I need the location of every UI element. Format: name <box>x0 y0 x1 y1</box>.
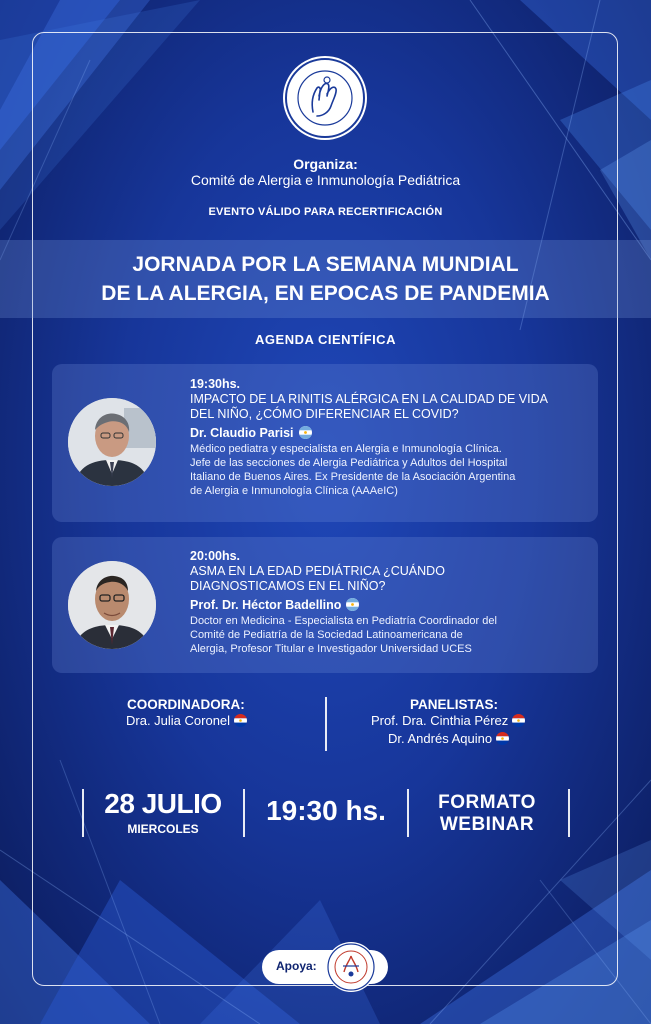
speaker-bio-line: Comité de Pediatría de la Sociedad Latinoamericana de <box>190 629 463 641</box>
panelists-label: PANELISTAS: <box>410 697 499 712</box>
speaker-photo <box>68 561 156 649</box>
panelist <box>388 731 509 746</box>
event-format-line-1: FORMATO <box>438 792 536 813</box>
info-divider <box>568 789 570 837</box>
talk-topic-line: DIAGNOSTICAMOS EN EL NIÑO? <box>190 578 386 593</box>
speaker-bio-line: Alergia, Profesor Titular e Investigador Universidad UCES <box>190 643 472 655</box>
event-format-line-2: WEBINAR <box>439 814 535 835</box>
society-logo <box>283 56 367 140</box>
info-divider <box>243 789 245 837</box>
speaker-bio-line: Italiano de Buenos Aires. Ex Presidente de la Asociación Argentina <box>190 471 516 483</box>
paraguay-flag-icon <box>512 714 525 727</box>
info-divider <box>407 789 409 837</box>
talk-time: 19:30hs. <box>190 377 241 391</box>
speaker-bio-line: Doctor en Medicina - Especialista en Pediatría Coordinador del <box>190 615 497 627</box>
talk-topic-line: IMPACTO DE LA RINITIS ALÉRGICA EN LA CALIDAD DE VIDA <box>190 391 548 406</box>
agenda-heading: AGENDA CIENTÍFICA <box>255 332 396 347</box>
recertification-note: EVENTO VÁLIDO PARA RECERTIFICACIÓN <box>208 206 443 218</box>
panelist-name: Dr. Andrés Aquino <box>388 731 493 746</box>
organizer-label: Organiza: <box>293 156 358 172</box>
speaker-name: Dr. Claudio Parisi <box>190 425 294 440</box>
coordinator-name: Dra. Julia Coronel <box>126 713 231 728</box>
coordinator-label: COORDINADORA: <box>127 697 245 712</box>
organizer-name: Comité de Alergia e Inmunología Pediátrica <box>190 172 461 188</box>
event-date: 28 JULIO <box>104 788 222 819</box>
supporter-seal-icon <box>326 942 376 992</box>
panelist-name: Prof. Dra. Cinthia Pérez <box>371 713 509 728</box>
event-title-line-1: JORNADA POR LA SEMANA MUNDIAL <box>132 253 519 276</box>
title-band <box>0 240 651 318</box>
talk-time: 20:00hs. <box>190 549 241 563</box>
hands-logo-icon <box>283 56 367 140</box>
paraguay-flag-icon <box>496 732 509 745</box>
speaker-bio-line: de Alergia e Inmunología Clínica (AAAeIC) <box>190 485 398 497</box>
talk-topic-line: DEL NIÑO, ¿CÓMO DIFERENCIAR EL COVID? <box>190 406 459 421</box>
event-time: 19:30 hs. <box>266 795 386 826</box>
talk-card <box>52 537 598 673</box>
info-divider <box>82 789 84 837</box>
event-weekday: MIERCOLES <box>127 822 199 836</box>
argentina-flag-icon <box>299 426 312 439</box>
panelist <box>371 713 525 728</box>
event-title-line-2: DE LA ALERGIA, EN EPOCAS DE PANDEMIA <box>101 282 550 305</box>
speaker-bio-line: Médico pediatra y especialista en Alergia e Inmunología Clínica. <box>190 443 502 455</box>
support-label: Apoya: <box>276 959 317 973</box>
talk-card <box>52 364 598 522</box>
column-divider <box>325 697 327 751</box>
talk-topic-line: ASMA EN LA EDAD PEDIÁTRICA ¿CUÁNDO <box>190 563 445 578</box>
argentina-flag-icon <box>346 598 359 611</box>
support-badge <box>262 950 388 984</box>
speaker-name: Prof. Dr. Héctor Badellino <box>190 597 342 612</box>
paraguay-flag-icon <box>234 714 247 727</box>
coordinator <box>126 713 247 728</box>
speaker-photo <box>68 398 156 486</box>
speaker-bio-line: Jefe de las secciones de Alergia Pediátrica y Adultos del Hospital <box>190 457 508 469</box>
